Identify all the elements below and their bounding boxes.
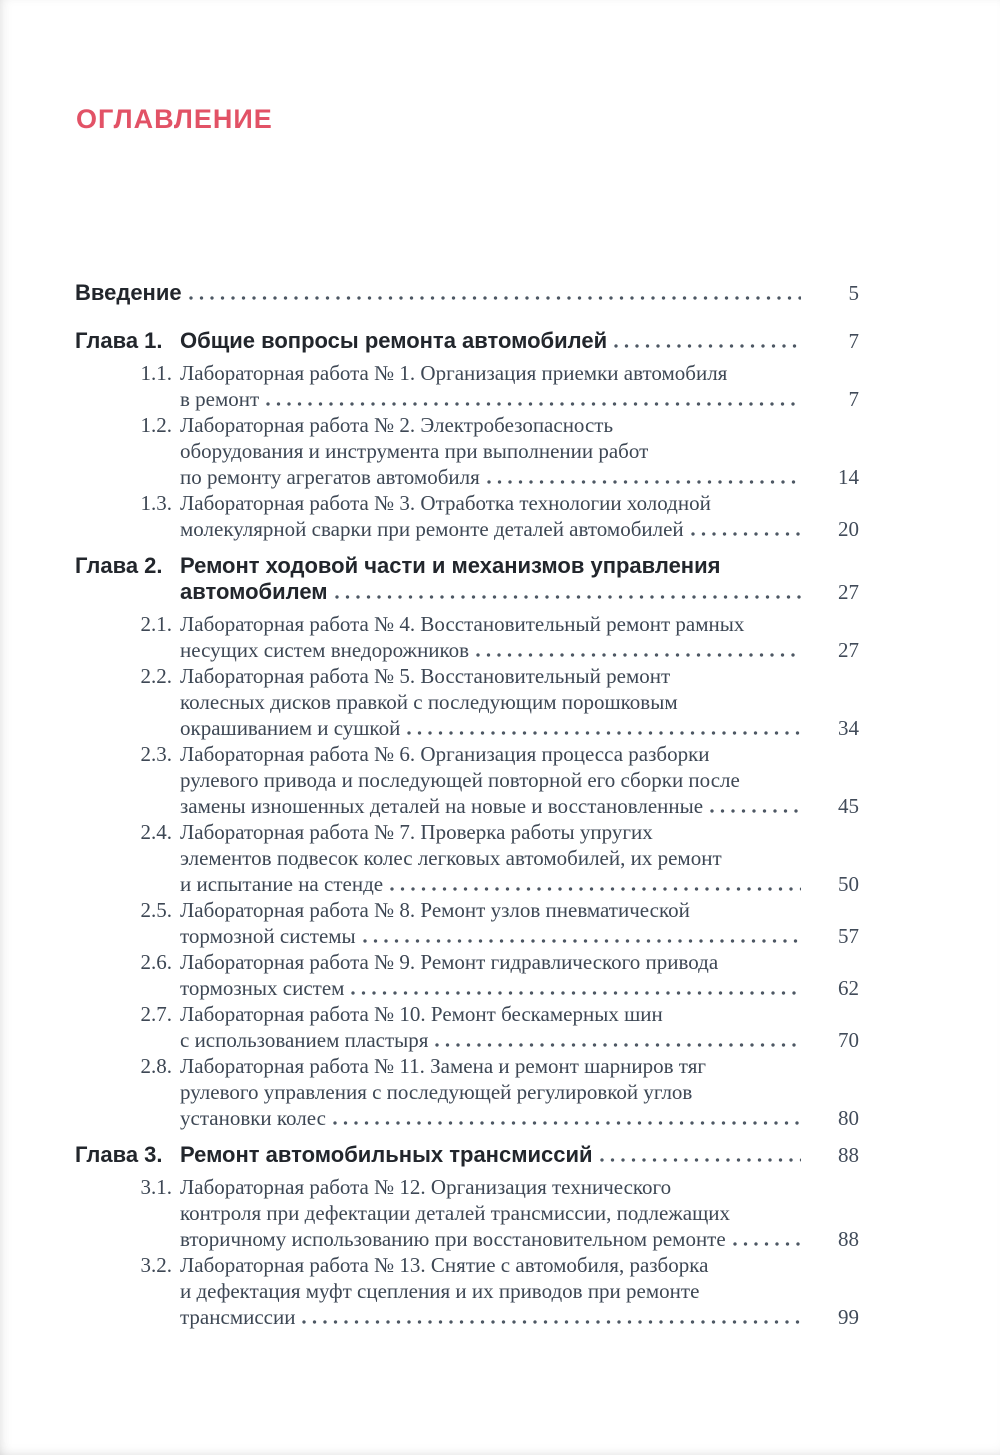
toc-entry-line: Ремонт ходовой части и механизмов управления xyxy=(180,553,721,578)
toc-entry-title: трансмиссии xyxy=(180,1305,296,1329)
dot-leader xyxy=(487,464,801,490)
toc-page-number: 20 xyxy=(838,517,859,541)
toc-entry-last-line xyxy=(180,516,859,542)
toc-entry-number: 3.1. xyxy=(140,1175,172,1199)
toc-entry-title: замены изношенных деталей на новые и восстановленные xyxy=(180,794,704,818)
toc-entry-line: Лабораторная работа № 12. Организация технического xyxy=(180,1175,672,1199)
toc-page-number: 27 xyxy=(838,580,859,604)
toc-page-number: 88 xyxy=(838,1227,859,1251)
toc-entry-line: Лабораторная работа № 6. Организация процесса разборки xyxy=(180,742,710,766)
toc-entry-last-line xyxy=(75,280,859,306)
toc-page-number: 45 xyxy=(838,794,859,818)
dot-leader xyxy=(614,328,801,354)
toc-entry-line: Лабораторная работа № 13. Снятие с автомобиля, разборка xyxy=(180,1253,709,1277)
toc-entry-line: колесных дисков правкой с последующим порошковым xyxy=(180,690,678,714)
dot-leader xyxy=(476,637,801,663)
toc-entry-section-1-3 xyxy=(75,490,859,542)
toc-entry-section-2-4 xyxy=(75,819,859,897)
toc-entry-title: Общие вопросы ремонта автомобилей xyxy=(180,328,608,353)
toc-entry-line: Лабораторная работа № 8. Ремонт узлов пневматической xyxy=(180,898,690,922)
toc-entry-line: Лабораторная работа № 9. Ремонт гидравлического привода xyxy=(180,950,719,974)
toc-entry-last-line xyxy=(180,975,859,1001)
toc-page-number: 50 xyxy=(838,872,859,896)
toc-entry-last-line xyxy=(180,871,859,897)
toc-entry-line: контроля при дефектации деталей трансмиссии, подлежащих xyxy=(180,1201,731,1225)
toc-entry-title: несущих систем внедорожников xyxy=(180,638,470,662)
toc-entry-title: тормозной системы xyxy=(180,924,356,948)
toc-entry-last-line xyxy=(180,1105,859,1131)
toc-entry-last-line xyxy=(180,328,859,354)
dot-leader xyxy=(335,579,801,605)
toc-entry-line: Лабораторная работа № 11. Замена и ремонт шарниров тяг xyxy=(180,1054,706,1078)
toc-entry-line: оборудования и инструмента при выполнении работ xyxy=(180,439,649,463)
toc-entry-number: 3.2. xyxy=(140,1253,172,1277)
toc-entry-section-1-1 xyxy=(75,360,859,412)
dot-leader xyxy=(266,386,801,412)
toc-entry-section-2-7 xyxy=(75,1001,859,1053)
toc-entry-last-line xyxy=(180,715,859,741)
dot-leader xyxy=(710,793,801,819)
toc-page-number: 27 xyxy=(838,638,859,662)
toc-entry-introduction xyxy=(75,280,859,306)
dot-leader xyxy=(733,1226,801,1252)
toc-page-number: 14 xyxy=(838,465,859,489)
dot-leader xyxy=(351,975,801,1001)
toc-entry-title: автомобилем xyxy=(180,579,328,604)
toc-entry-title: с использованием пластыря xyxy=(180,1028,429,1052)
toc-page-number: 7 xyxy=(848,387,859,411)
toc-entry-title: окрашиванием и сушкой xyxy=(180,716,401,740)
toc-entry-section-2-3 xyxy=(75,741,859,819)
toc-entry-line: Лабораторная работа № 3. Отработка технологии холодной xyxy=(180,491,711,515)
toc-entry-section-2-8 xyxy=(75,1053,859,1131)
toc-entry-title: и испытание на стенде xyxy=(180,872,384,896)
toc-entry-number: 2.3. xyxy=(140,742,172,766)
toc-entry-number: 1.2. xyxy=(140,413,172,437)
toc-entry-section-2-6 xyxy=(75,949,859,1001)
toc-entry-line: Лабораторная работа № 1. Организация приемки автомобиля xyxy=(180,361,728,385)
table-of-contents xyxy=(75,280,859,1330)
toc-entry-line: Лабораторная работа № 7. Проверка работы упругих xyxy=(180,820,653,844)
toc-entry-number: 2.4. xyxy=(140,820,172,844)
toc-entry-last-line xyxy=(180,386,859,412)
toc-page-number: 88 xyxy=(838,1143,859,1167)
toc-entry-last-line xyxy=(180,1142,859,1168)
toc-entry-title: тормозных систем xyxy=(180,976,345,1000)
toc-entry-number: Глава 3. xyxy=(75,1142,163,1167)
toc-entry-line: рулевого привода и последующей повторной его сборки после xyxy=(180,768,740,792)
toc-entry-title: в ремонт xyxy=(180,387,260,411)
toc-entry-number: 1.3. xyxy=(140,491,172,515)
dot-leader xyxy=(435,1027,801,1053)
toc-page-number: 62 xyxy=(838,976,859,1000)
toc-page-number: 34 xyxy=(838,716,859,740)
toc-entry-section-2-1 xyxy=(75,611,859,663)
toc-entry-last-line xyxy=(180,579,859,605)
toc-entry-line: Лабораторная работа № 2. Электробезопасность xyxy=(180,413,614,437)
toc-entry-number: Глава 2. xyxy=(75,553,163,578)
toc-entry-line: элементов подвесок колес легковых автомобилей, их ремонт xyxy=(180,846,722,870)
toc-entry-title: Введение xyxy=(75,280,182,305)
dot-leader xyxy=(390,871,801,897)
toc-page-number: 5 xyxy=(848,281,859,305)
toc-entry-title: по ремонту агрегатов автомобиля xyxy=(180,465,480,489)
toc-entry-line: рулевого управления с последующей регулировкой углов xyxy=(180,1080,693,1104)
toc-entry-section-3-2 xyxy=(75,1252,859,1330)
toc-entry-title: молекулярной сварки при ремонте деталей автомобилей xyxy=(180,517,684,541)
toc-entry-last-line xyxy=(180,637,859,663)
toc-entry-chapter-1 xyxy=(75,328,859,354)
toc-entry-title: вторичному использованию при восстановительном ремонте xyxy=(180,1227,726,1251)
toc-entry-chapter-2 xyxy=(75,553,859,605)
toc-page-number: 7 xyxy=(848,329,859,353)
toc-entry-line: и дефектация муфт сцепления и их приводов при ремонте xyxy=(180,1279,700,1303)
toc-entry-last-line xyxy=(180,923,859,949)
toc-entry-number: Глава 1. xyxy=(75,328,163,353)
toc-entry-chapter-3 xyxy=(75,1142,859,1168)
toc-entry-number: 2.5. xyxy=(140,898,172,922)
toc-entry-last-line xyxy=(180,793,859,819)
toc-entry-number: 1.1. xyxy=(140,361,172,385)
toc-entry-number: 2.2. xyxy=(140,664,172,688)
toc-entry-number: 2.7. xyxy=(140,1002,172,1026)
toc-entry-line: Лабораторная работа № 4. Восстановительный ремонт рамных xyxy=(180,612,745,636)
dot-leader xyxy=(363,923,801,949)
toc-entry-last-line xyxy=(180,1027,859,1053)
toc-page-number: 99 xyxy=(838,1305,859,1329)
dot-leader xyxy=(407,715,801,741)
dot-leader xyxy=(302,1304,801,1330)
toc-entry-line: Лабораторная работа № 5. Восстановительный ремонт xyxy=(180,664,671,688)
page-title: ОГЛАВЛЕНИЕ xyxy=(76,104,273,134)
toc-entry-last-line xyxy=(180,1226,859,1252)
toc-entry-last-line xyxy=(180,464,859,490)
toc-entry-number: 2.8. xyxy=(140,1054,172,1078)
toc-page-number: 70 xyxy=(838,1028,859,1052)
toc-page-number: 80 xyxy=(838,1106,859,1130)
toc-entry-number: 2.1. xyxy=(140,612,172,636)
toc-entry-section-2-2 xyxy=(75,663,859,741)
toc-entry-title: установки колес xyxy=(180,1106,326,1130)
dot-leader xyxy=(333,1105,801,1131)
toc-entry-last-line xyxy=(180,1304,859,1330)
toc-page-number: 57 xyxy=(838,924,859,948)
dot-leader xyxy=(600,1142,801,1168)
toc-entry-section-2-5 xyxy=(75,897,859,949)
dot-leader xyxy=(189,280,801,306)
toc-entry-section-1-2 xyxy=(75,412,859,490)
dot-leader xyxy=(691,516,801,542)
toc-entry-section-3-1 xyxy=(75,1174,859,1252)
toc-entry-number: 2.6. xyxy=(140,950,172,974)
toc-entry-title: Ремонт автомобильных трансмиссий xyxy=(180,1142,593,1167)
toc-entry-line: Лабораторная работа № 10. Ремонт бескамерных шин xyxy=(180,1002,663,1026)
